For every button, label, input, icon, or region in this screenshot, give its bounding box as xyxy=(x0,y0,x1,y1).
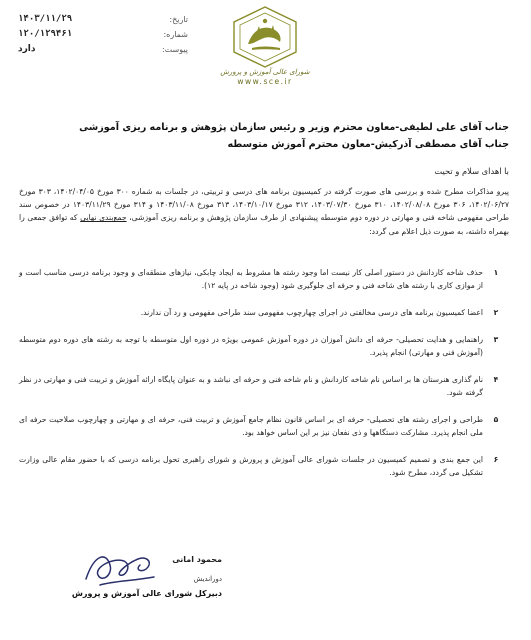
item-number: ۵ xyxy=(493,415,499,424)
list-item xyxy=(19,266,509,292)
item-text: این جمع بندی و تصمیم کمیسیون در جلسات شورای عالی آموزش و پرورش و شورای راهبری تحول برنامه درسی که با حضور مقام عالی وزارت تشکیل می گردد، مطرح شود. xyxy=(19,455,483,477)
org-name: شورای عالی آموزش و پرورش xyxy=(220,68,310,76)
list-item xyxy=(19,453,509,479)
date-value: ۱۴۰۳/۱۱/۲۹ xyxy=(18,14,73,24)
intro-text-end: که توافق جمعی را بهمراه داشته، به صورت ذیل اعلام می گردد: xyxy=(19,213,509,236)
list-item xyxy=(19,306,509,319)
item-number: ۲ xyxy=(493,308,499,317)
signer-sub: دوراندیش xyxy=(193,575,222,583)
number-value: ۱۲۰/۱۲۹۴۶۱ xyxy=(18,29,73,39)
number-label: شماره: xyxy=(163,30,188,39)
decision-list xyxy=(19,266,509,493)
item-number: ۴ xyxy=(493,375,499,384)
emblem-icon xyxy=(226,4,304,70)
addressee-2: جناب آقای مصطفی آذرکیش-معاون محترم آموزش متوسطه xyxy=(227,139,509,150)
intro-paragraph xyxy=(19,185,509,238)
item-text: راهنمایی و هدایت تحصیلی- حرفه ای دانش آموزان در دوره آموزش عمومی بویژه در دوره اول متوسطه با توجه به رشته های دوره دوم متوسطه (آموزش فنی و مهارتی) انجام پذیرد. xyxy=(19,335,483,357)
item-text: حذف شاخه کاردانش در دستور اصلی کار نیست اما وجود رشته ها مشروط به ایجاد چابکی، نیازهای منطقه‌ای و وجود برنامه درسی مناسب است و از موازی کاری با رشته های شاخه فنی و حرفه ای جلوگیری شود (وجود شاخه در پایه ۱۲). xyxy=(19,268,483,290)
attachment-value: دارد xyxy=(18,44,36,54)
date-label: تاریخ: xyxy=(169,15,188,24)
intro-underlined: جمع‌بندی نهایی xyxy=(80,213,127,223)
list-item xyxy=(19,373,509,399)
signature-scribble-icon xyxy=(80,545,160,591)
item-text: اعضا کمیسیون برنامه های درسی مخالفتی در اجرای چهارچوب مفهومی سند طراحی مفهومی و رد آن ندارند. xyxy=(140,308,483,317)
item-number: ۶ xyxy=(493,455,499,464)
attachment-label: پیوست: xyxy=(161,45,188,54)
list-item xyxy=(19,333,509,359)
item-number: ۳ xyxy=(493,335,499,344)
intro-text: پیرو مذاکرات مطرح شده و بررسی های صورت گرفته در کمیسیون برنامه های درسی و تربیتی، در جلسات به شماره ۳۰۰ مورخ ۱۴۰۲/۰۴/۰۵، ۳۰۳ مورخ ۱۴۰۲/۰۶/۲۷، ۳۰۶ مورخ ۱۴۰۲/۰۸/۰۸، ۳۱۰ مورخ ۱۴۰۳/۰۷/۳۰، ۳۱۲ مورخ ۱۴۰۳/۱۰/۱۷، ۳۱۳ مورخ ۱۴۰۳/۱۱/۰۸ و ۳۱۴ مورخ ۱۴۰۳/۱۱/۲۹ در خصوص سند طراحی مفهومی شاخه فنی و مهارتی در دوره دوم متوسطه پیشنهادی از طرف سازمان پژوهش و برنامه ریزی آموزشی، xyxy=(19,187,510,223)
signature-block xyxy=(20,545,250,615)
addressee-1: جناب آقای علی لطیفی-معاون محترم وزیر و رئیس سازمان پژوهش و برنامه ریزی آموزشی xyxy=(79,122,509,133)
item-text: نام گذاری هنرستان ها بر اساس نام شاخه کاردانش و نام شاخه فنی و حرفه ای نباشد و به عنوان پایگاه ارائه آموزش و تربیت فنی و مهارتی در نظر گرفته شود. xyxy=(19,375,483,397)
date-row xyxy=(18,12,188,27)
item-number: ۱ xyxy=(493,268,499,277)
item-text: طراحی و اجرای رشته های تحصیلی- حرفه ای بر اساس قانون نظام جامع آموزش و تربیت فنی، حرفه ای و مهارتی و چهارچوب صلاحیت حرفه ای ملی انجام پذیرد. مشارکت دستگاهها و ذی نفعان نیز بر این اساس خواهد بود. xyxy=(19,415,483,437)
number-row xyxy=(18,27,188,42)
signer-name: محمود امانی xyxy=(172,555,222,564)
website: www.sce.ir xyxy=(237,77,293,86)
attachment-row xyxy=(18,42,188,57)
letter-meta xyxy=(18,12,188,57)
council-logo xyxy=(210,4,320,100)
signer-title: دبیرکل شورای عالی آموزش و پرورش xyxy=(71,589,222,598)
salutation: با اهدای سلام و تحیت xyxy=(434,166,509,176)
list-item xyxy=(19,413,509,439)
